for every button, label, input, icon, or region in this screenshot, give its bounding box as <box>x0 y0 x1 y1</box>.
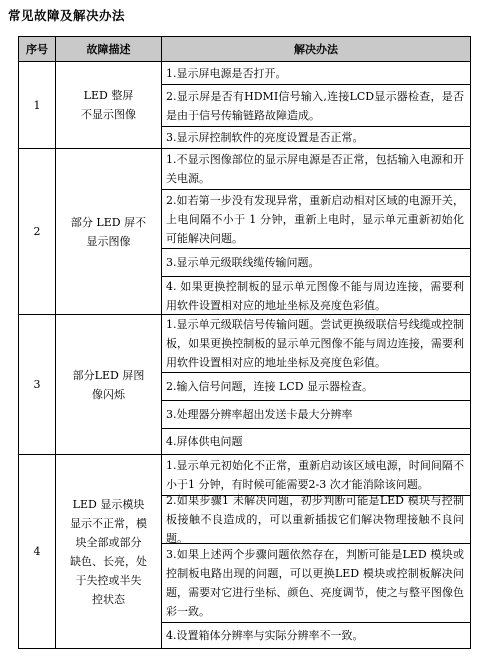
fault-description-line: 像闪烁 <box>92 387 125 401</box>
table-row <box>19 455 471 649</box>
solution-item: 3.显示屏控制软件的亮度设置是否正常。 <box>162 126 470 148</box>
fault-description-line: 显示不正常，模 <box>70 516 147 530</box>
fault-description <box>56 455 162 649</box>
table-row <box>19 62 471 149</box>
fault-description-line: 于失控或半失 <box>75 573 142 587</box>
solution-item: 3.显示单元级联线缆传输问题。 <box>162 248 470 276</box>
solution-item: 2.输入信号问题，连接 LCD 显示器检查。 <box>162 372 470 400</box>
fault-description-line: 部分LED 屏图 <box>72 368 145 382</box>
fault-description <box>56 62 162 149</box>
header-solution: 解决办法 <box>162 37 471 62</box>
fault-description-line: 显示图像 <box>86 234 131 248</box>
solution-item: 2.显示屏是否有HDMI信号输入,连接LCD显示器检查，是否是由于信号传输链路故障造成。 <box>162 84 470 126</box>
header-number: 序号 <box>19 37 56 62</box>
solution-cell <box>162 455 471 649</box>
solution-item: 1.显示屏电源是否打开。 <box>166 66 287 80</box>
solution-item: 2.如若第一步没有发现异常，重新启动相对区域的电源开关，上电间隔不小于 1 分钟，重新上电时，显示单元重新初始化可能解决问题。 <box>162 189 470 248</box>
fault-description-line: 部分 LED 屏不 <box>70 215 147 229</box>
fault-description-line: 块全部或部分 <box>75 535 142 549</box>
solution-item: 1.不显示图像部位的显示屏电源是否正常，包括输入电源和开关电源。 <box>166 153 464 185</box>
solution-cell <box>162 315 471 455</box>
solution-item: 4.设置箱体分辨率与实际分辨率不一致。 <box>162 622 470 648</box>
row-number: 4 <box>19 455 56 649</box>
row-number: 2 <box>19 149 56 315</box>
fault-description <box>56 149 162 315</box>
page-title: 常见故障及解决办法 <box>8 8 126 23</box>
table-row <box>19 315 471 455</box>
solution-cell <box>162 62 471 149</box>
troubleshooting-table <box>18 36 471 649</box>
fault-description-line: 控状态 <box>92 592 125 606</box>
fault-description-line: 缺色、长亮，处 <box>70 554 147 568</box>
solution-item: 3.处理器分辨率超出发送卡最大分辨率 <box>162 400 470 428</box>
row-number: 1 <box>19 62 56 149</box>
fault-description-line: LED 整屏 <box>83 89 134 102</box>
fault-description-line: 不显示图像 <box>81 108 136 121</box>
solution-cell <box>162 149 471 315</box>
table-header-row <box>19 37 471 62</box>
solution-item: 3.如果上述两个步骤问题依然存在，判断可能是LED 模块或控制板电路出现的问题，可以更换LED 模块或控制板解决问题，需要对它进行坐标、颜色、亮度调节，使之与整平图像色彩一致。 <box>162 543 470 622</box>
solution-item: 1.显示单元级联信号传输问题。尝试更换级联信号线缆或控制板，如果更换控制板的显示单元图像不能与周边连接，需要利用软件设置相对应的地址坐标及亮度色彩值。 <box>166 318 464 369</box>
row-number: 3 <box>19 315 56 455</box>
solution-item: 4. 如果更换控制板的显示单元图像不能与周边连接，需要利用软件设置相对应的地址坐标及亮度色彩值。 <box>162 276 470 314</box>
solution-item: 2.如果步骤1 未解决问题，初步判断可能是LED 模块与控制板接触不良造成的，可以重新插拔它们解决物理接触不良问题。 <box>162 495 470 543</box>
fault-description <box>56 315 162 455</box>
fault-description-line: LED 显示模块 <box>72 497 145 511</box>
solution-item: 1.显示单元初始化不正常，重新启动该区域电源，时间间隔不小于1 分钟，有时候可能需要2-3 次才能消除该问题。 <box>166 459 464 491</box>
solution-item: 4.屏体供电问题 <box>162 428 470 454</box>
table-row <box>19 149 471 315</box>
header-fault-description: 故障描述 <box>56 37 162 62</box>
